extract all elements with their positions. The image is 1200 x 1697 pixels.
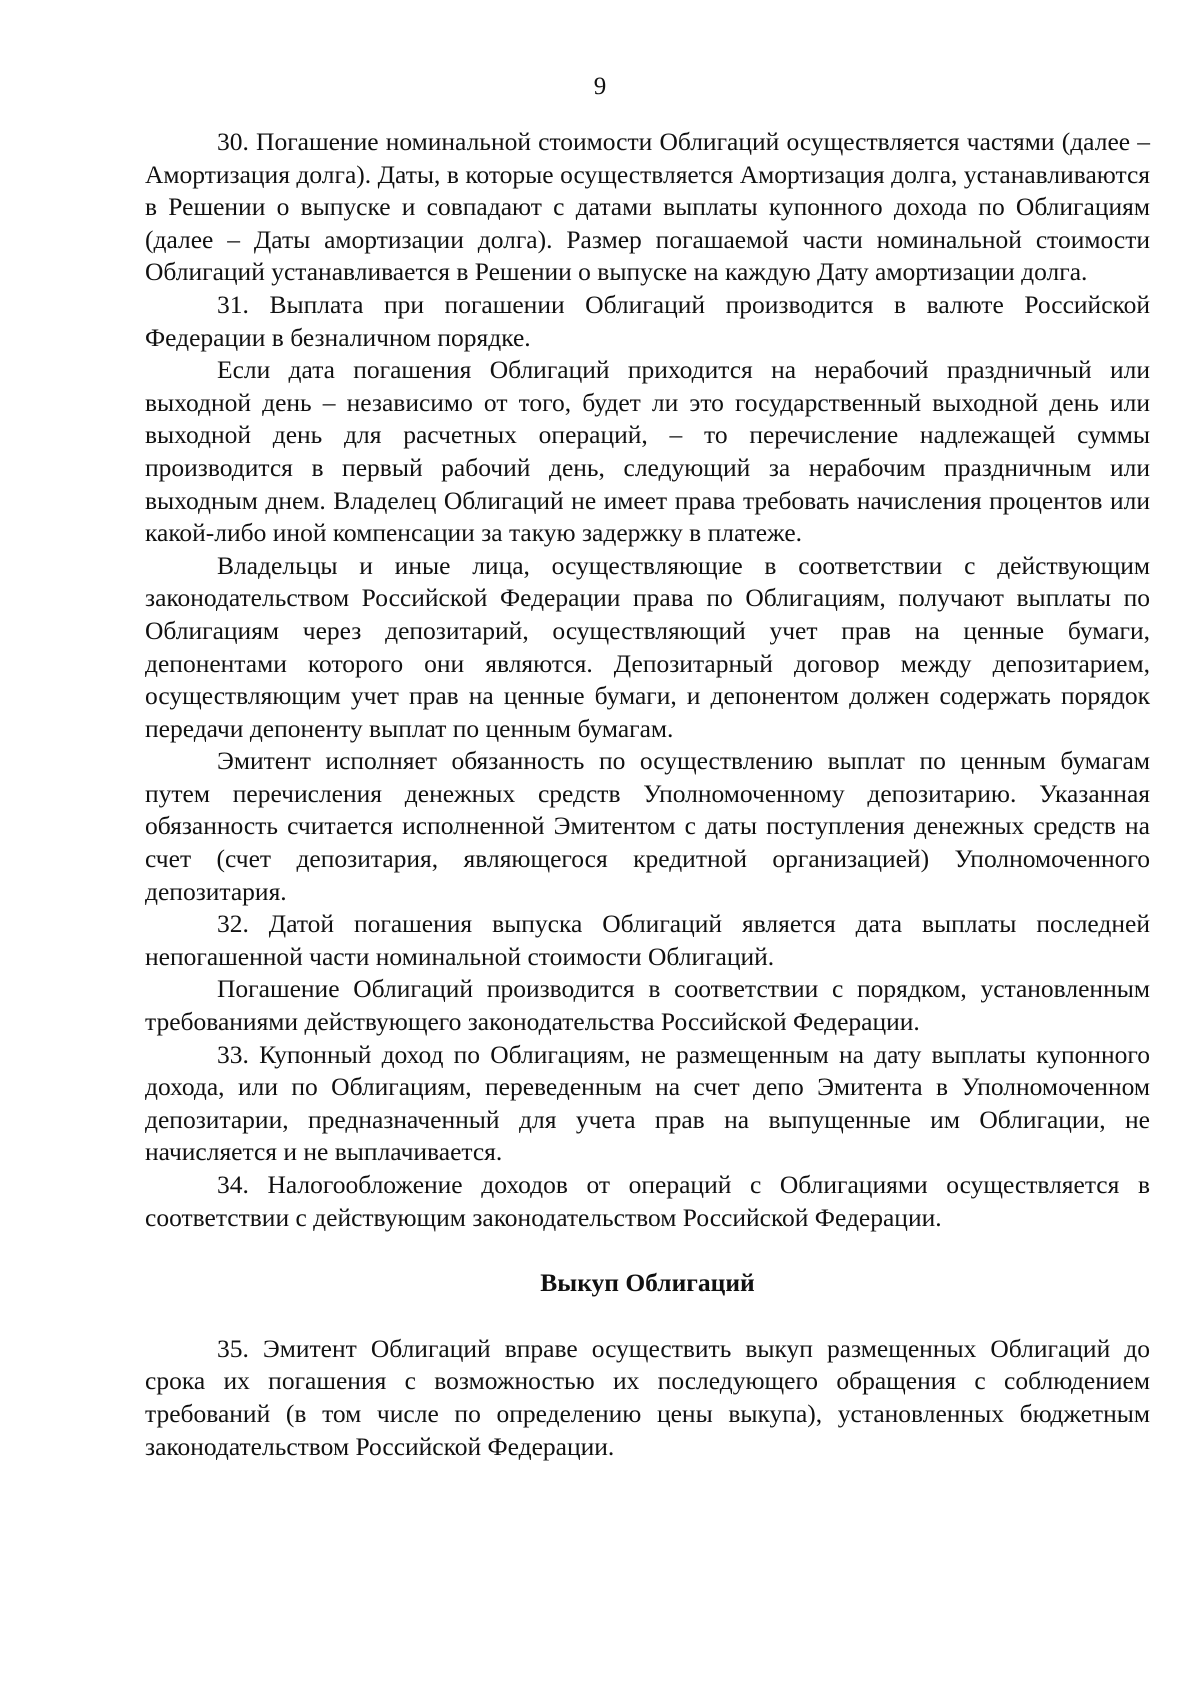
section-heading: Выкуп Облигаций — [540, 1268, 755, 1298]
paragraph-redemption-procedure: Погашение Облигаций производится в соответствии с порядком, установленным требованиями действующего законодательства Российской Федерации. — [145, 974, 1150, 1037]
paragraph-owners-payments: Владельцы и иные лица, осуществляющие в соответствии с действующим законодательством Российской Федерации права по Облигациям, получают выплаты по Облигациям через депозитарий, осуществляющий учет прав на ценные бумаги, депонентами которого они являются. Депозитарный договор между депозитарием, осуществляющим учет прав на ценные бумаги, и депонентом должен содержать порядок передачи депоненту выплат по ценным бумагам. — [145, 550, 1150, 743]
paragraph-issuer-obligation: Эмитент исполняет обязанность по осуществлению выплат по ценным бумагам путем перечисления денежных средств Уполномоченному депозитарию. Указанная обязанность считается исполненной Эмитентом с даты поступления денежных средств на счет (счет депозитария, являющегося кредитной организацией) Уполномоченного депозитария. — [145, 746, 1150, 906]
paragraph-35: 35. Эмитент Облигаций вправе осуществить выкуп размещенных Облигаций до срока их погашения с возможностью их последующего обращения с соблюдением требований (в том числе по определению цены выкупа), установленных бюджетным законодательством Российской Федерации. — [145, 1333, 1150, 1461]
paragraph-34: 34. Налогообложение доходов от операций с Облигациями осуществляется в соответствии с действующим законодательством Российской Федерации. — [145, 1170, 1150, 1232]
paragraph-30: 30. Погашение номинальной стоимости Облигаций осуществляется частями (далее – Амортизация долга). Даты, в которые осуществляется Амортизация долга, устанавливаются в Решении о выпуске и совпадают с датами выплаты купонного дохода по Облигациям (далее – Даты амортизации долга). Размер погашаемой части номинальной стоимости Облигаций устанавливается в Решении о выпуске на каждую Дату амортизации долга. — [145, 127, 1150, 287]
page-number: 9 — [593, 73, 607, 100]
paragraph-33: 33. Купонный доход по Облигациям, не размещенным на дату выплаты купонного дохода, или по Облигациям, переведенным на счет депо Эмитента в Уполномоченном депозитарии, предназначенный для учета прав на выпущенные им Облигации, не начисляется и не выплачивается. — [145, 1039, 1150, 1167]
paragraph-31: 31. Выплата при погашении Облигаций производится в валюте Российской Федерации в безналичном порядке. — [145, 289, 1150, 352]
paragraph-32: 32. Датой погашения выпуска Облигаций является дата выплаты последней непогашенной части номинальной стоимости Облигаций. — [145, 909, 1150, 971]
document-body — [145, 126, 1150, 1463]
paragraph-non-working-day: Если дата погашения Облигаций приходится на нерабочий праздничный или выходной день – независимо от того, будет ли это государственный выходной день или выходной день для расчетных операций, – то перечисление надлежащей суммы производится в первый рабочий день, следующий за нерабочим праздничным или выходным днем. Владелец Облигаций не имеет права требовать начисления процентов или какой-либо иной компенсации за такую задержку в платеже. — [145, 355, 1150, 548]
